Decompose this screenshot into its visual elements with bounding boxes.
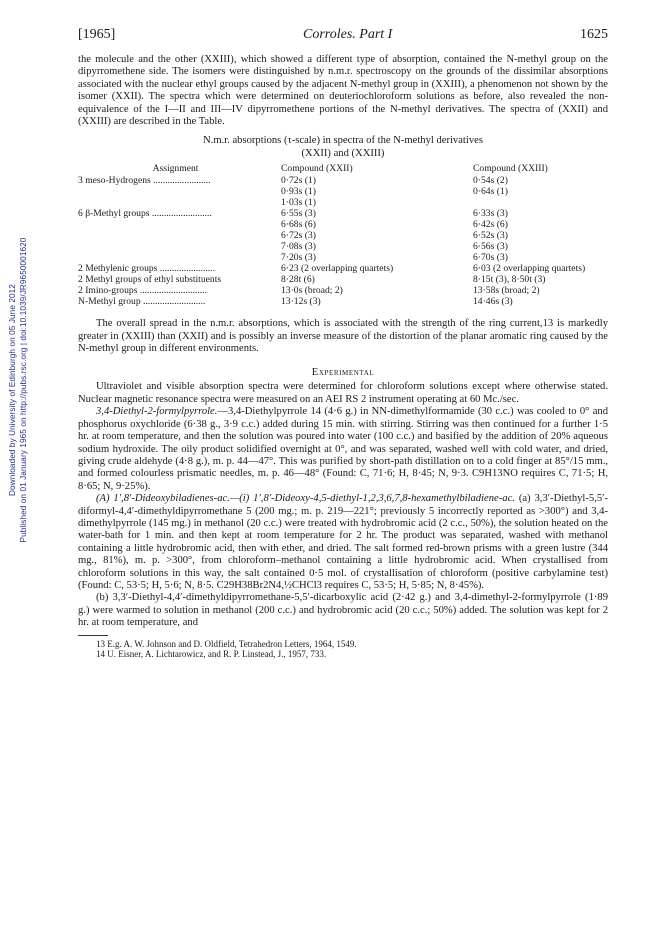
- compound-title: 3,4-Diethyl-2-formylpyrrole.: [96, 406, 218, 418]
- section-title-biladienes: (A) 1′,8′-Dideoxybiladienes-ac.—(i) 1′,8′-Dideoxy-4,5-diethyl-1,2,3,6,7,8-hexamethylbiladiene-ac.: [96, 493, 515, 505]
- table-cell-xxiii: 13·58s (broad; 2): [473, 285, 540, 297]
- biladiene-a-text: (a) 3,3′-Diethyl-5,5′-diformyl-4,4′-dimethyldipyrromethane 5 (200 mg.; m. p. 219—221°; previously 5 incorrectly reported as >300°) and 3,4-dimethylpyrrole (145 mg.) in methanol (20 c.c.) were treated with hydrobromic acid (2 c.c., 50%), the solution heated on the water-bath for 1 min. and then kept at room temperature for 2 hr. The product was separated, washed with methanol containing a little hydrobromic acid, then with ether, and dried. The salt formed red-brown prisms with a green lustre (344 mg., 81%), m. p. >300°, from chloroform–methanol containing a little hydrobromic acid. When crystallised from chloroform solutions in this way, the salt contained 0·5 mol. of crystallisation of chloroform (positive carbylamine test) (Found: C, 53·5; H, 5·6; N, 8·5. C29H38Br2N4,½CHCl3 requires C, 53·5; H, 5·85; N, 8·45%).: [78, 493, 608, 591]
- publication-notice: Published on 01 January 1965 on http://pubs.rsc.org | doi:10.1039/JR9650001620: [19, 237, 28, 543]
- table-header-xxiii: Compound (XXIII): [473, 163, 548, 175]
- table-cell-assignment: [78, 219, 273, 230]
- table-cell-xxiii: [461, 197, 608, 208]
- table-cell-xxiii: 0·64s (1): [473, 186, 508, 198]
- table-cell-xxii: 6·55s (3): [281, 208, 316, 220]
- table-cell-xxiii: 14·46s (3): [473, 296, 513, 308]
- table-cell-xxiii: 6·03 (2 overlapping quartets): [473, 263, 586, 275]
- journal-page: [78, 27, 608, 660]
- table-cell-xxii: 7·08s (3): [281, 241, 316, 253]
- paragraph-biladiene-b: (b) 3,3′-Diethyl-4,4′-dimethyldipyrromethane-5,5′-dicarboxylic acid (2·42 g.) and 3,4-dimethyl-2-formylpyrrole (1·89 g.) were warmed to solution in methanol (200 c.c.) and hydrobromic acid (20 c.c.; 50%) added. The solution was kept for 2 hr. at room temperature, and: [78, 592, 608, 629]
- table-header-assignment: Assignment: [152, 163, 199, 175]
- table-row: [78, 208, 608, 219]
- paragraph-biladiene-a: [78, 493, 608, 592]
- header-page-number: 1625: [580, 27, 608, 42]
- table-row: [78, 296, 608, 307]
- table-header-xxii: Compound (XXII): [281, 163, 353, 175]
- table-row: [78, 175, 608, 186]
- footnote-13: 13 E.g. A. W. Johnson and D. Oldfield, Tetrahedron Letters, 1964, 1549.: [96, 638, 357, 649]
- header-year: [1965]: [78, 27, 116, 42]
- table-row: [78, 263, 608, 274]
- paragraph-spread: The overall spread in the n.m.r. absorptions, which is associated with the strength of the ring current,13 is markedly greater in (XXIII) than (XXII) and is possibly an inverse measure of the distortion of the planar aromatic ring caused by the N-methyl group in different environments.: [78, 318, 608, 355]
- header-title: Corroles. Part I: [303, 27, 393, 42]
- table-cell-xxiii: 6·52s (3): [473, 230, 508, 242]
- paragraph-isomers: the molecule and the other (XXIII), which showed a different type of absorption, contained the N-methyl group on the dipyrromethene side. The isomers were distinguished by n.m.r. spectroscopy on the grounds of the dissimilar absorptions associated with the nuclear ethyl groups caused by the adjacent N-methyl group in (XXIII), a phenomenon not shown by the isomer (XXII). The spectra which were determined on deuteriochloroform solutions as before, also revealed the non-equivalence of the I—II and III—IV dipyrromethene portions of the N-methyl derivatives. The spectra of (XXII) and (XXIII) are described in the Table.: [78, 54, 608, 128]
- table-cell-xxiii: 0·54s (2): [473, 175, 508, 187]
- table-caption-line2: (XXII) and (XXIII): [301, 147, 385, 159]
- table-cell-xxii: 13·0s (broad; 2): [281, 285, 343, 297]
- table-cell-assignment: [78, 186, 273, 197]
- table-cell-assignment: [78, 252, 273, 263]
- footnotes: [78, 639, 608, 660]
- table-cell-xxiii: 6·33s (3): [473, 208, 508, 220]
- table-header-row: [78, 163, 608, 175]
- table-row: [78, 219, 608, 230]
- table-row: [78, 230, 608, 241]
- footnote-rule: [78, 635, 108, 636]
- table-cell-assignment: 2 Methylenic groups .......................: [78, 263, 215, 275]
- table-cell-assignment: 2 Methyl groups of ethyl substituents: [78, 274, 222, 286]
- table-cell-xxii: 7·20s (3): [281, 252, 316, 264]
- table-row: [78, 285, 608, 296]
- table-row: [78, 186, 608, 197]
- table-cell-xxiii: 6·42s (6): [473, 219, 508, 231]
- table-row: [78, 197, 608, 208]
- paragraph-spectra: Ultraviolet and visible absorption spectra were determined for chloroform solutions except where otherwise stated. Nuclear magnetic resonance spectra were measured on an AEI RS 2 instrument operating at 60 Mc./sec.: [78, 381, 608, 405]
- table-cell-assignment: 3 meso-Hydrogens ........................: [78, 175, 211, 187]
- paragraph-formylpyrrole: [78, 406, 608, 493]
- table-row: [78, 274, 608, 285]
- table-row: [78, 252, 608, 263]
- table-cell-xxiii: 8·15t (3), 8·50t (3): [473, 274, 546, 286]
- download-watermark: [8, 205, 30, 575]
- formylpyrrole-text: —3,4-Diethylpyrrole 14 (4·6 g.) in NN-dimethylformamide (30 c.c.) was cooled to 0° and phosphorus oxychloride (6·38 g., 3·9 c.c.) added during 15 min. with stirring. Stirring was then continued for a further 1·5 hr. at room temperature, and then the solution was poured into water (100 c.c.) and basified by the addition of 20% aqueous sodium hydroxide. The oily product solidified overnight at 0°, and was separated, washed well with cold water, and dried, giving crude aldehyde (4·8 g.), m. p. 44—47°. This was purified by short-path distillation on to a cold finger at 85°/15 mm., and formed colourless prismatic needles, m. p. 46—48° (Found: C, 71·6; H, 8·45; N, 9·3. C9H13NO requires C, 71·5; H, 8·65; N, 9·25%).: [78, 406, 608, 492]
- table-row: [78, 241, 608, 252]
- table-cell-xxii: 6·23 (2 overlapping quartets): [281, 263, 394, 275]
- table-cell-xxii: 13·12s (3): [281, 296, 321, 308]
- table-cell-xxii: 0·72s (1): [281, 175, 316, 187]
- footnote-14: 14 U. Eisner, A. Lichtarowicz, and R. P. Linstead, J., 1957, 733.: [96, 649, 327, 660]
- table-cell-xxii: 8·28t (6): [281, 274, 315, 286]
- table-cell-xxii: 0·93s (1): [281, 186, 316, 198]
- download-notice: Downloaded by University of Edinburgh on 05 June 2012: [8, 284, 17, 496]
- nmr-table: [78, 163, 608, 307]
- table-cell-xxiii: 6·70s (3): [473, 252, 508, 264]
- table-cell-assignment: [78, 241, 273, 252]
- table-cell-assignment: N-Methyl group ..........................: [78, 296, 206, 308]
- running-header: [78, 27, 608, 47]
- table-cell-xxii: 6·68s (6): [281, 219, 316, 231]
- table-cell-xxii: 6·72s (3): [281, 230, 316, 242]
- table-caption-line1: N.m.r. absorptions (τ-scale) in spectra of the N-methyl derivatives: [203, 135, 483, 147]
- table-cell-assignment: [78, 230, 273, 241]
- table-caption: [78, 135, 608, 160]
- table-cell-assignment: [78, 197, 273, 208]
- table-cell-xxiii: 6·56s (3): [473, 241, 508, 253]
- table-body: [78, 175, 608, 307]
- table-cell-xxii: 1·03s (1): [281, 197, 316, 209]
- section-heading-experimental: Experimental: [311, 367, 375, 379]
- table-cell-assignment: 6 β-Methyl groups .........................: [78, 208, 212, 220]
- table-cell-assignment: 2 Imino-groups ............................: [78, 285, 207, 297]
